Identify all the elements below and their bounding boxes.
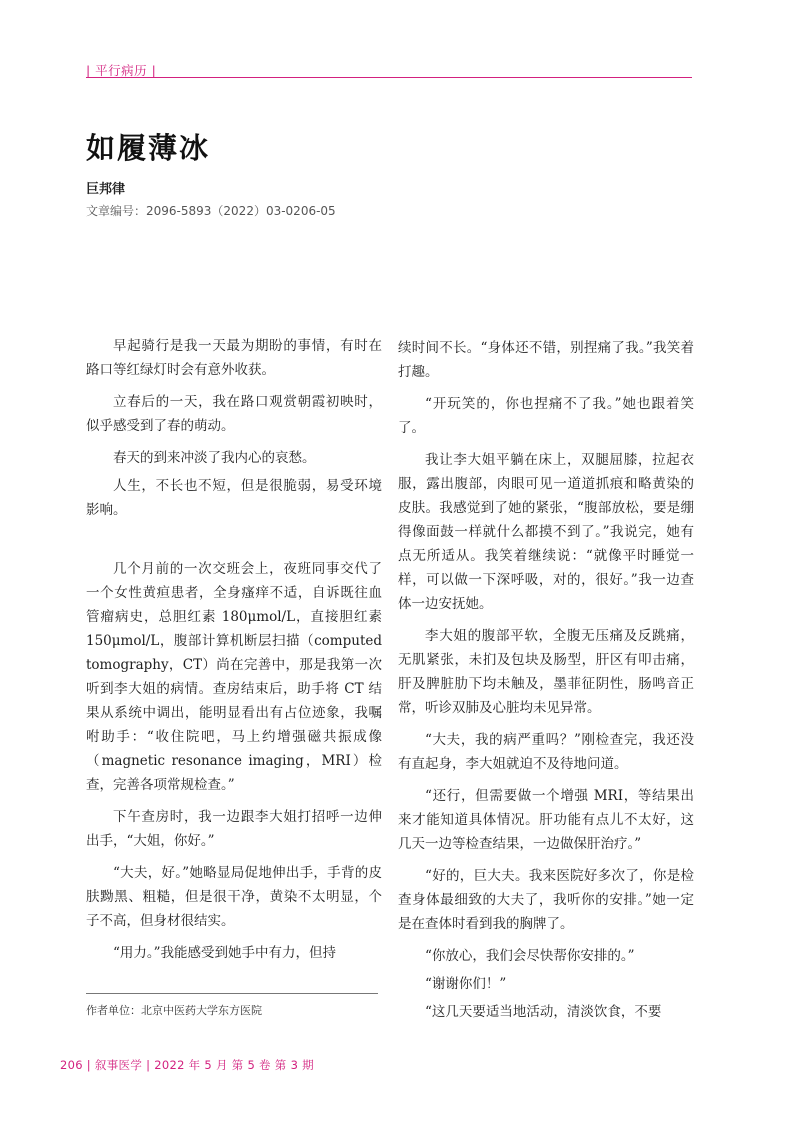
footnote-rule: [86, 993, 378, 994]
paragraph: 续时间不长。“身体还不错，别捏痛了我。”我笑着打趣。: [398, 340, 694, 380]
paragraph: 几个月前的一次交班会上，夜班同事交代了一个女性黄疸患者，全身瘙痒不适，自诉既往血管瘤病史，总胆红素 180μmol/L，直接胆红素 150μmol/L，腹部计算机断层扫描（computed tomography，CT）尚在完善中，那是我第一次听到李大姐的病情。查房结束后，助手将 CT 结果从系统中调出，能明显看出有占位迹象，我嘱咐助手：“收住院吧，马上约增强磁共振成像（magnetic resonance imaging，MRI）检查，完善各项常规检查。”: [86, 561, 382, 793]
paragraph: 下午查房时，我一边跟李大姐打招呼一边伸出手，“大姐，你好。”: [86, 809, 382, 849]
right-column: [398, 336, 694, 1032]
paragraph: 李大姐的腹部平软，全腹无压痛及反跳痛，无肌紧张，未扪及包块及肠型，肝区有叩击痛，肝及脾脏肋下均未触及，墨菲征阴性，肠鸣音正常，听诊双肺及心脏均未见异常。: [398, 628, 694, 716]
paragraph: “好的，巨大夫。我来医院好多次了，你是检查身体最细致的大夫了，我听你的安排。”她一定是在查体时看到我的胸牌了。: [398, 868, 694, 932]
paragraph: “开玩笑的，你也捏痛不了我。”她也跟着笑了。: [398, 396, 694, 436]
paragraph: 早起骑行是我一天最为期盼的事情，有时在路口等红绿灯时会有意外收获。: [86, 338, 382, 378]
article-author: 巨邦律: [86, 182, 126, 197]
article-title: 如履薄冰: [86, 131, 211, 165]
paragraph: “大夫，我的病严重吗？”刚检查完，我还没有直起身，李大姐就迫不及待地问道。: [398, 732, 694, 772]
paragraph: “谢谢你们！”: [425, 976, 507, 992]
section-tag: | 平行病历 |: [86, 63, 157, 78]
paragraph: 春天的到来冲淡了我内心的哀愁。: [113, 450, 316, 466]
page-footer: 206 | 叙事医学 | 2022 年 5 月 第 5 卷 第 3 期: [60, 1058, 314, 1072]
paragraph: 我让李大姐平躺在床上，双腿屈膝，拉起衣服，露出腹部，肉眼可见一道道抓痕和略黄染的皮肤。我感觉到了她的紧张，“腹部放松，要是绷得像面鼓一样就什么都摸不到了。”我说完，她有点无所适从。我笑着继续说：“就像平时睡觉一样，可以做一下深呼吸，对的，很好。”我一边查体一边安抚她。: [398, 452, 694, 612]
paragraph: 立春后的一天，我在路口观赏朝霞初映时，似乎感受到了春的萌动。: [86, 394, 382, 434]
paragraph: “你放心，我们会尽快帮你安排的。”: [425, 948, 635, 964]
left-column: [86, 334, 382, 973]
header-rule: [86, 77, 692, 78]
article-number: 文章编号：2096-5893（2022）03-0206-05: [86, 204, 336, 218]
paragraph: “大夫，好。”她略显局促地伸出手，手背的皮肤黝黑、粗糙，但是很干净，黄染不太明显，个子不高，但身材很结实。: [86, 865, 382, 929]
author-affiliation: 作者单位：北京中医药大学东方医院: [86, 1004, 262, 1017]
paragraph: “用力。”我能感受到她手中有力，但持: [113, 945, 337, 961]
paragraph: “还行，但需要做一个增强 MRI，等结果出来才能知道具体情况。肝功能有点儿不太好，这几天一边等检查结果，一边做保肝治疗。”: [398, 788, 694, 852]
paragraph: 人生，不长也不短，但是很脆弱，易受环境影响。: [86, 478, 382, 518]
paragraph: “这几天要适当地活动，清淡饮食，不要: [425, 1004, 662, 1020]
